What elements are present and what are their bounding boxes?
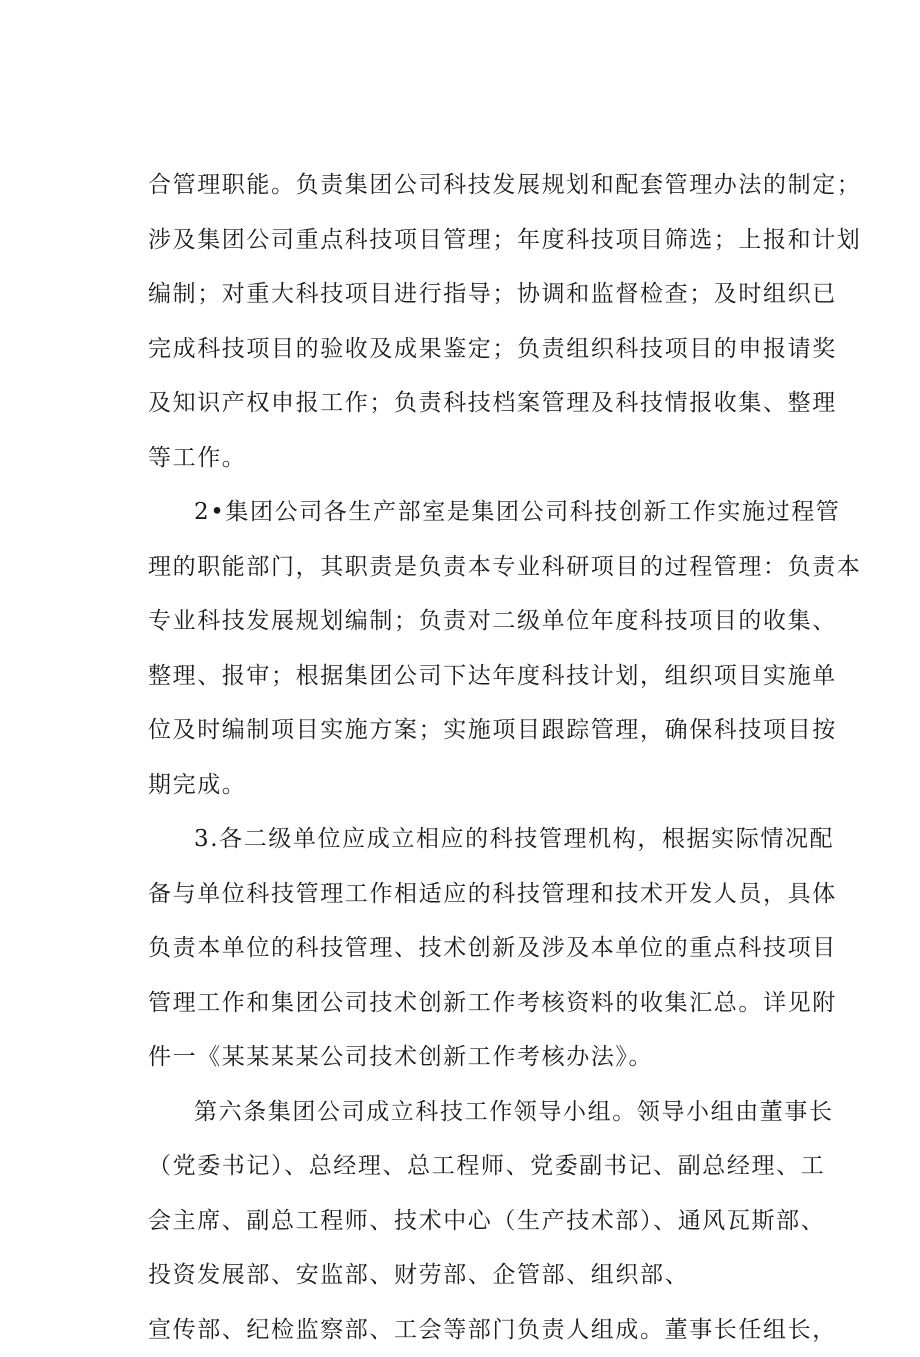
text-line: 投资发展部、安监部、财劳部、企管部、组织部、 <box>148 1248 808 1303</box>
text-line: 位及时编制项目实施方案；实施项目跟踪管理，确保科技项目按 <box>148 703 808 758</box>
text-line: 等工作。 <box>148 431 808 486</box>
text-line: 件一《某某某某公司技术创新工作考核办法》。 <box>148 1030 808 1085</box>
text-line: 编制；对重大科技项目进行指导；协调和监督检查；及时组织已 <box>148 267 808 322</box>
paragraph-2-start: 2•集团公司各生产部室是集团公司科技创新工作实施过程管 <box>148 485 808 540</box>
text-line: 整理、报审；根据集团公司下达年度科技计划，组织项目实施单 <box>148 649 808 704</box>
paragraph-3-start: 3.各二级单位应成立相应的科技管理机构，根据实际情况配 <box>148 812 808 867</box>
text-line: 专业科技发展规划编制；负责对二级单位年度科技项目的收集、 <box>148 594 808 649</box>
text-line: 完成科技项目的验收及成果鉴定；负责组织科技项目的申报请奖 <box>148 322 808 377</box>
article-6-start: 第六条集团公司成立科技工作领导小组。领导小组由董事长 <box>148 1085 808 1140</box>
text-line: 管理工作和集团公司技术创新工作考核资料的收集汇总。详见附 <box>148 976 808 1031</box>
text-line: 合管理职能。负责集团公司科技发展规划和配套管理办法的制定； <box>148 158 808 213</box>
text-line: 理的职能部门，其职责是负责本专业科研项目的过程管理：负责本 <box>148 540 808 595</box>
text-line: 负责本单位的科技管理、技术创新及涉及本单位的重点科技项目 <box>148 921 808 976</box>
text-line: （党委书记）、总经理、总工程师、党委副书记、副总经理、工 <box>148 1139 808 1194</box>
text-line: 及知识产权申报工作；负责科技档案管理及科技情报收集、整理 <box>148 376 808 431</box>
text-line: 会主席、副总工程师、技术中心（生产技术部）、通风瓦斯部、 <box>148 1194 808 1249</box>
text-line: 宣传部、纪检监察部、工会等部门负责人组成。董事长任组长， <box>148 1303 808 1357</box>
text-line: 期完成。 <box>148 758 808 813</box>
text-line: 涉及集团公司重点科技项目管理；年度科技项目筛选；上报和计划 <box>148 213 808 268</box>
text-line: 备与单位科技管理工作相适应的科技管理和技术开发人员，具体 <box>148 867 808 922</box>
document-body <box>148 158 808 1357</box>
